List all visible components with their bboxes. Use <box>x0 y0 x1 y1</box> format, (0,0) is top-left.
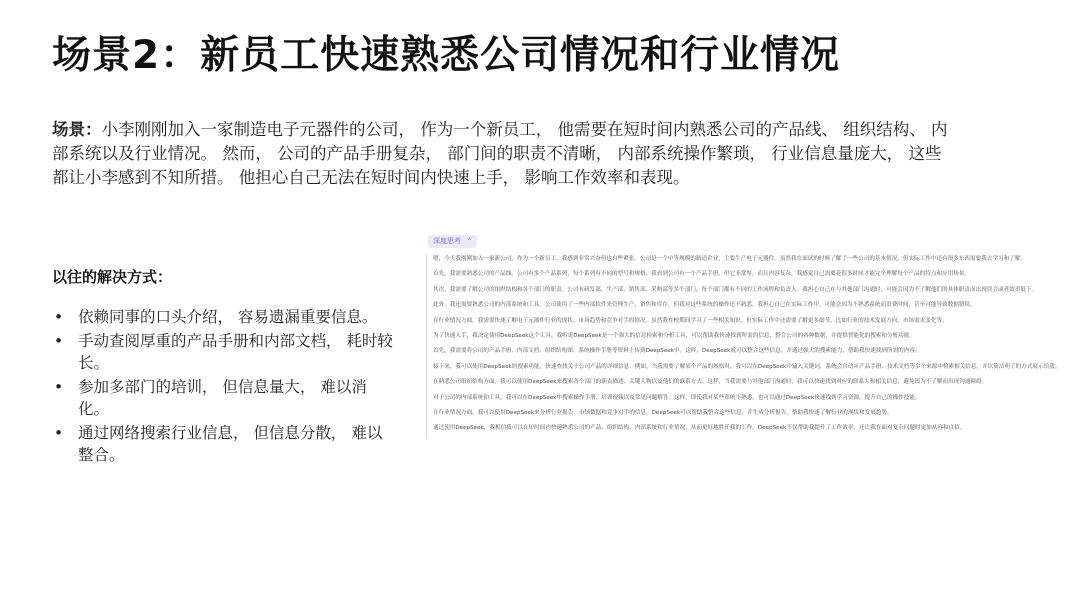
deep-think-label: 深度思考 <box>433 237 461 245</box>
list-item: • 依赖同事的口头介绍， 容易遗漏重要信息。 <box>52 306 397 328</box>
chevron-up-icon: ^ <box>467 238 473 245</box>
scenario-label: 场景： <box>52 120 102 139</box>
thinking-paragraph: 通过使用DeepSeek，我相信我可以在短时间内快速熟悉公司的产品、组织结构、内部系统和行业情况，从而更好地胜任我的工作。DeepSeek不仅帮助我提升了工作效率，还让我在面对复杂问题时更加从容和自信。 <box>433 425 966 432</box>
scenario-text: 小李刚刚加入一家制造电子元器件的公司， 作为一个新员工， 他需要在短时间内熟悉公司的产品线、 组织结构、 内部系统以及行业情况。 然而， 公司的产品手册复杂， 部门间的职责不清晰， 内部系统操作繁琐， 行业信息量庞大， 这些都让小李感到不知所措。 他担心自己无法在短时间内快速上手， 影响工作效率和表现。 <box>52 120 948 187</box>
thinking-paragraph: 为了快速入手，我决定使用DeepSeek这个工具。我听说DeepSeek是一个强大的信息检索和分析工具，可以帮助我快速找到所需的信息，整合公司的各种数据，并提供智能化的搜索和分析功能。 <box>433 332 915 339</box>
list-item: • 通过网络搜索行业信息， 但信息分散， 难以整合。 <box>52 422 397 466</box>
thinking-paragraph: 在行业情况方面，我可以使用DeepSeek来分析行业报告、市场数据和竞争对手的信息。DeepSeek可以帮助我整合这些信息，并生成分析报告，帮助我快速了解行业的现状和发展趋势。 <box>433 409 893 416</box>
thinking-paragraph: 对于公司的内部系统和工具，我可以在DeepSeek中搜索操作手册、培训视频以及常见问题解答。这样，即使我对某些系统不熟悉，也可以通过DeepSeek快速找到学习资源，提升自己的操作技能。 <box>433 394 921 401</box>
previous-methods-title: 以往的解决方式： <box>52 268 173 286</box>
thinking-paragraph: 此外，我还需要熟悉公司的内部系统和工具。公司使用了一些内部软件来管理生产、销售和库存，但我对这些系统的操作还不熟悉。我担心自己在实际工作中，可能会因为不熟悉系统而浪费时间，甚至可能导致数据错误。 <box>433 302 976 309</box>
thinking-paragraph: 在熟悉公司组织结构方面，我可以使用DeepSeek来搜索各个部门的职责描述、关键人物以及他们的联系方式。这样，当我需要与其他部门沟通时，我可以快速找到对应的联系人和相关信息，避免因为不了解而出现沟通障碍。 <box>433 379 988 386</box>
thinking-paragraph: 其次，我需要了解公司的组织结构和各个部门的职责。公司有研发部、生产部、销售部、采购部等多个部门，每个部门都有不同的工作流程和负责人。我担心自己在与其他部门沟通时，可能会因为不了解他们的具体职责而出现误会或者效率低下。 <box>433 286 1038 293</box>
thinking-paragraph: 首先，我需要将公司的产品手册、内部文档、组织结构图、系统操作手册等资料上传到DeepSeek中。这样，DeepSeek就可以整合这些信息，并通过强大的搜索能力，帮助我快速找到所需的内容。 <box>433 348 921 355</box>
deepseek-thinking-screenshot <box>420 232 1065 544</box>
deep-think-toggle[interactable] <box>428 235 477 248</box>
page-title: 场景2：新员工快速熟悉公司情况和行业情况 <box>52 33 841 78</box>
thinking-paragraph: 嗯，今天我刚刚加入一家新公司，作为一个新员工，我感到非常兴奋但也有些紧张。公司是一个中等规模的制造企业，主要生产电子元器件。虽然我在面试的时候了解了一些公司的基本情况，但实际工作中还有很多东西需要我去学习和了解。 <box>433 256 1026 262</box>
list-item: • 参加多部门的培训， 但信息量大， 难以消化。 <box>52 376 397 420</box>
scenario-paragraph <box>52 118 952 190</box>
thinking-paragraph: 首先，我需要熟悉公司的产品线。公司有多个产品系列，每个系列有不同的型号和规格。我看到公司有一个产品手册，但它非常厚，而且内容复杂，我感觉自己需要花很多时间才能完全理解每个产品的特点和应用场景。 <box>433 271 971 278</box>
thinking-content <box>426 254 1065 439</box>
list-item: • 手动查阅厚重的产品手册和内部文档， 耗时较长。 <box>52 330 397 374</box>
thinking-paragraph: 接下来，我可以使用DeepSeek的搜索功能，快速查找关于公司产品的详细信息。例如，当我需要了解某个产品的规格时，我可以在DeepSeek中输入关键词，系统会自动从产品手册、技术文档等多个来源中检索相关信息，并以简洁明了的方式展示给我。 <box>433 363 1061 370</box>
previous-methods-list <box>52 306 397 468</box>
thinking-paragraph: 在行业情况方面，我需要快速了解电子元器件行业的现状、市场趋势和竞争对手的情况。虽然我在校期间学习了一些相关知识，但实际工作中还需要了解更多细节，比如行业的技术发展方向、市场需求变化等。 <box>433 317 948 324</box>
